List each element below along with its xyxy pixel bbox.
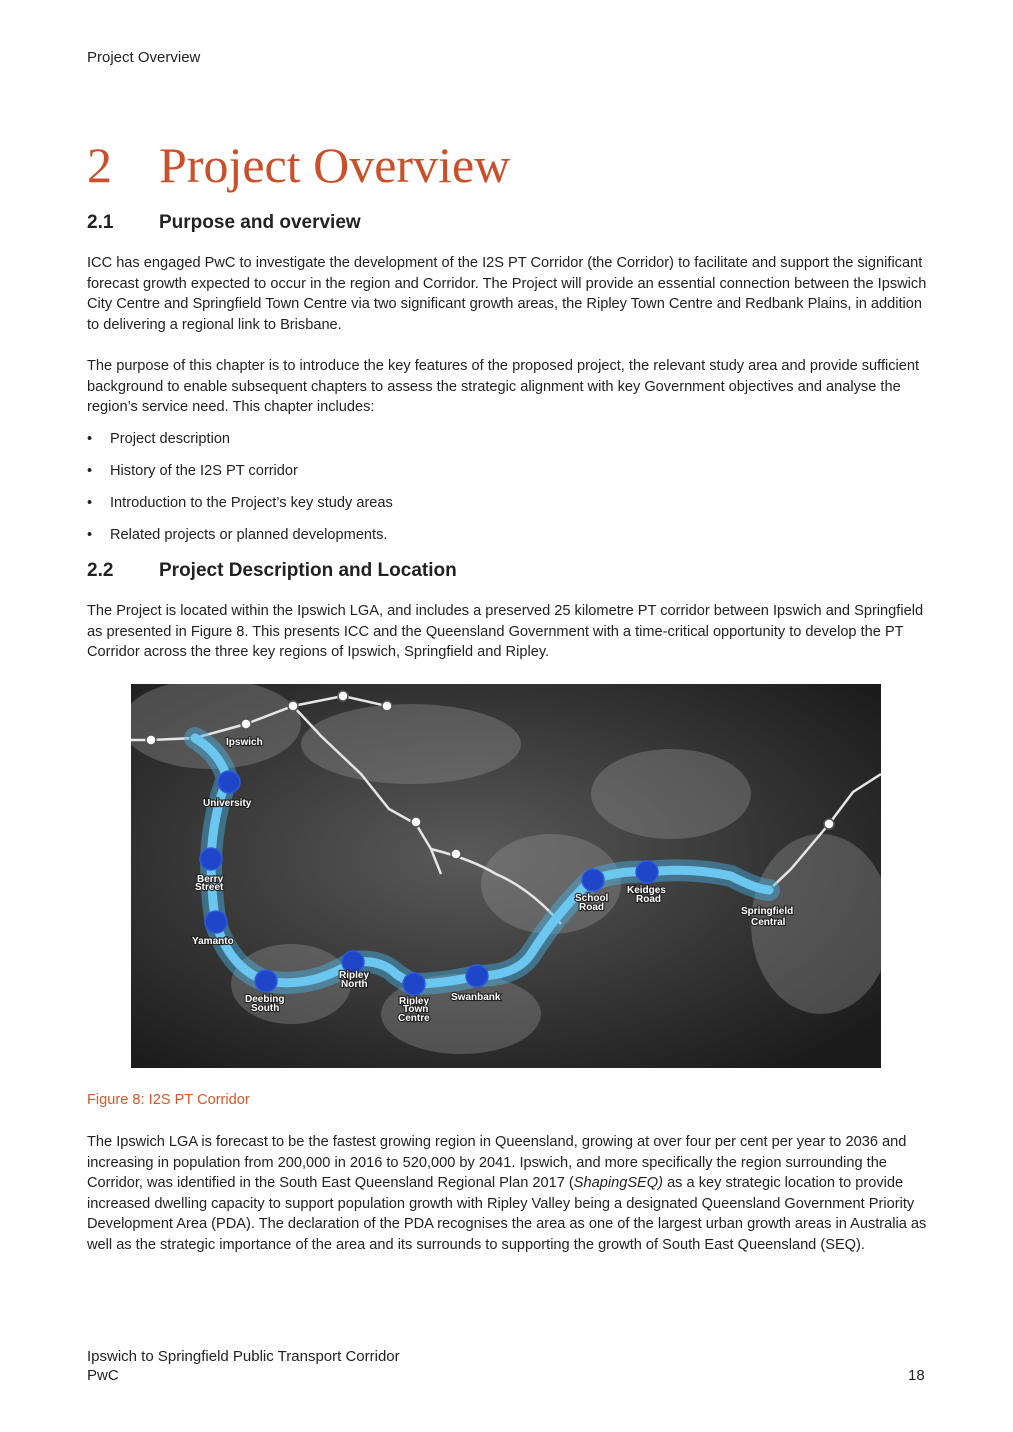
label-school: School [575,893,609,904]
paragraph: ICC has engaged PwC to investigate the development of the I2S PT Corridor (the Corridor) to facilitate and support the significant forecast growth expected to occur in the region and Corridor. The Project will provide an essential connection between the Ipswich City Centre and Springfield Town Centre via two significant growth areas, the Ripley Town Centre and Redbank Plains, in addition to delivering a regional link to Brisbane. [87,255,927,333]
chapter-heading [87,136,510,194]
paragraph: The Project is located within the Ipswich LGA, and includes a preserved 25 kilometre PT corridor between Ipswich and Springfield as presented in Figure 8. This presents ICC and the Queensland Government with a time-critical opportunity to develop the PT Corridor across the three key regions of Ipswich, Springfield and Ripley. [87,603,924,660]
station-keidges-road [636,861,658,883]
bullet-list [87,429,393,557]
label-university: University [203,798,252,809]
bullet-item: • Project description [87,429,393,461]
section-number: 2.2 [87,560,114,581]
label-south: South [251,1003,280,1014]
chapter-number: 2 [87,137,112,193]
paragraph: The purpose of this chapter is to introduce the key features of the proposed project, the relevant study area and provide sufficient background to enable subsequent chapters to assess the strategic alignment with key Government objectives and analyse the region’s service need. This chapter includes: [87,358,920,415]
station-berry-street [200,848,222,870]
station-university [218,771,240,793]
label-keidges: Keidges [627,885,666,896]
station-ripley-town-centre [403,973,425,995]
label-ripley-north-1: Ripley [339,970,370,981]
label-street: Street [195,882,224,893]
section-2-2-heading [87,560,457,582]
label-road: Road [579,902,604,913]
label-deebing: Deebing [245,994,285,1005]
section-number: 2.1 [87,212,114,233]
footer-document-title: Ipswich to Springfield Public Transport Corridor [87,1348,400,1365]
label-central: Central [751,917,786,928]
paragraph-text: as a key strategic location to provide increased dwelling capacity to support population growth with Ripley Valley being a designated Queensland Government Priority Development Area (PDA). The declaration of the PDA recognises the area as one of the largest urban growth areas in Australia as well as the strategic importance of the area and its surrounds to supporting the growth of South East Queensland (SEQ). [87,1175,927,1253]
running-header: Project Overview [87,49,201,66]
bullet-item: • Introduction to the Project’s key study areas [87,493,393,525]
bullet-item: • History of the I2S PT corridor [87,461,393,493]
label-ripley-town-2: Town [403,1004,429,1015]
station-yamanto [205,911,227,933]
chapter-title: Project Overview [159,137,511,193]
figure-caption: Figure 8: I2S PT Corridor [87,1092,250,1108]
label-swanbank: Swanbank [451,992,501,1003]
section-title: Purpose and overview [159,212,361,233]
corridor-map [131,684,881,1068]
label-springfield: Springfield [741,906,794,917]
page-number: 18 [908,1367,925,1384]
label-ripley-town-1: Ripley [399,996,430,1007]
label-ipswich: Ipswich [226,737,263,748]
station-school-road [582,869,604,891]
label-berry: Berry [197,874,224,885]
label-ripley-town-3: Centre [398,1013,430,1024]
paragraph-text: The Ipswich LGA is forecast to be the fastest growing region in Queensland, growing at over four per cent per year to 2036 and increasing in population from 200,000 in 2016 to 520,000 by 2041. Ipswich, and more specifically the region surrounding the Corridor, was identified in the South East Queensland Regional Plan 2017 ( [87,1134,907,1191]
paragraph [87,1132,933,1255]
bullet-item: • Related projects or planned developments. [87,525,393,557]
station-deebing-south [255,970,277,992]
paragraph-italic: ShapingSEQ) [573,1175,664,1191]
section-title: Project Description and Location [159,560,457,581]
footer-organisation: PwC [87,1367,119,1384]
label-yamanto: Yamanto [192,936,234,947]
station-swanbank [466,965,488,987]
label-keidges-road: Road [636,894,661,905]
corridor-map-figure [131,684,881,1068]
section-2-1-heading [87,212,361,234]
label-ripley-north-2: North [341,979,368,990]
